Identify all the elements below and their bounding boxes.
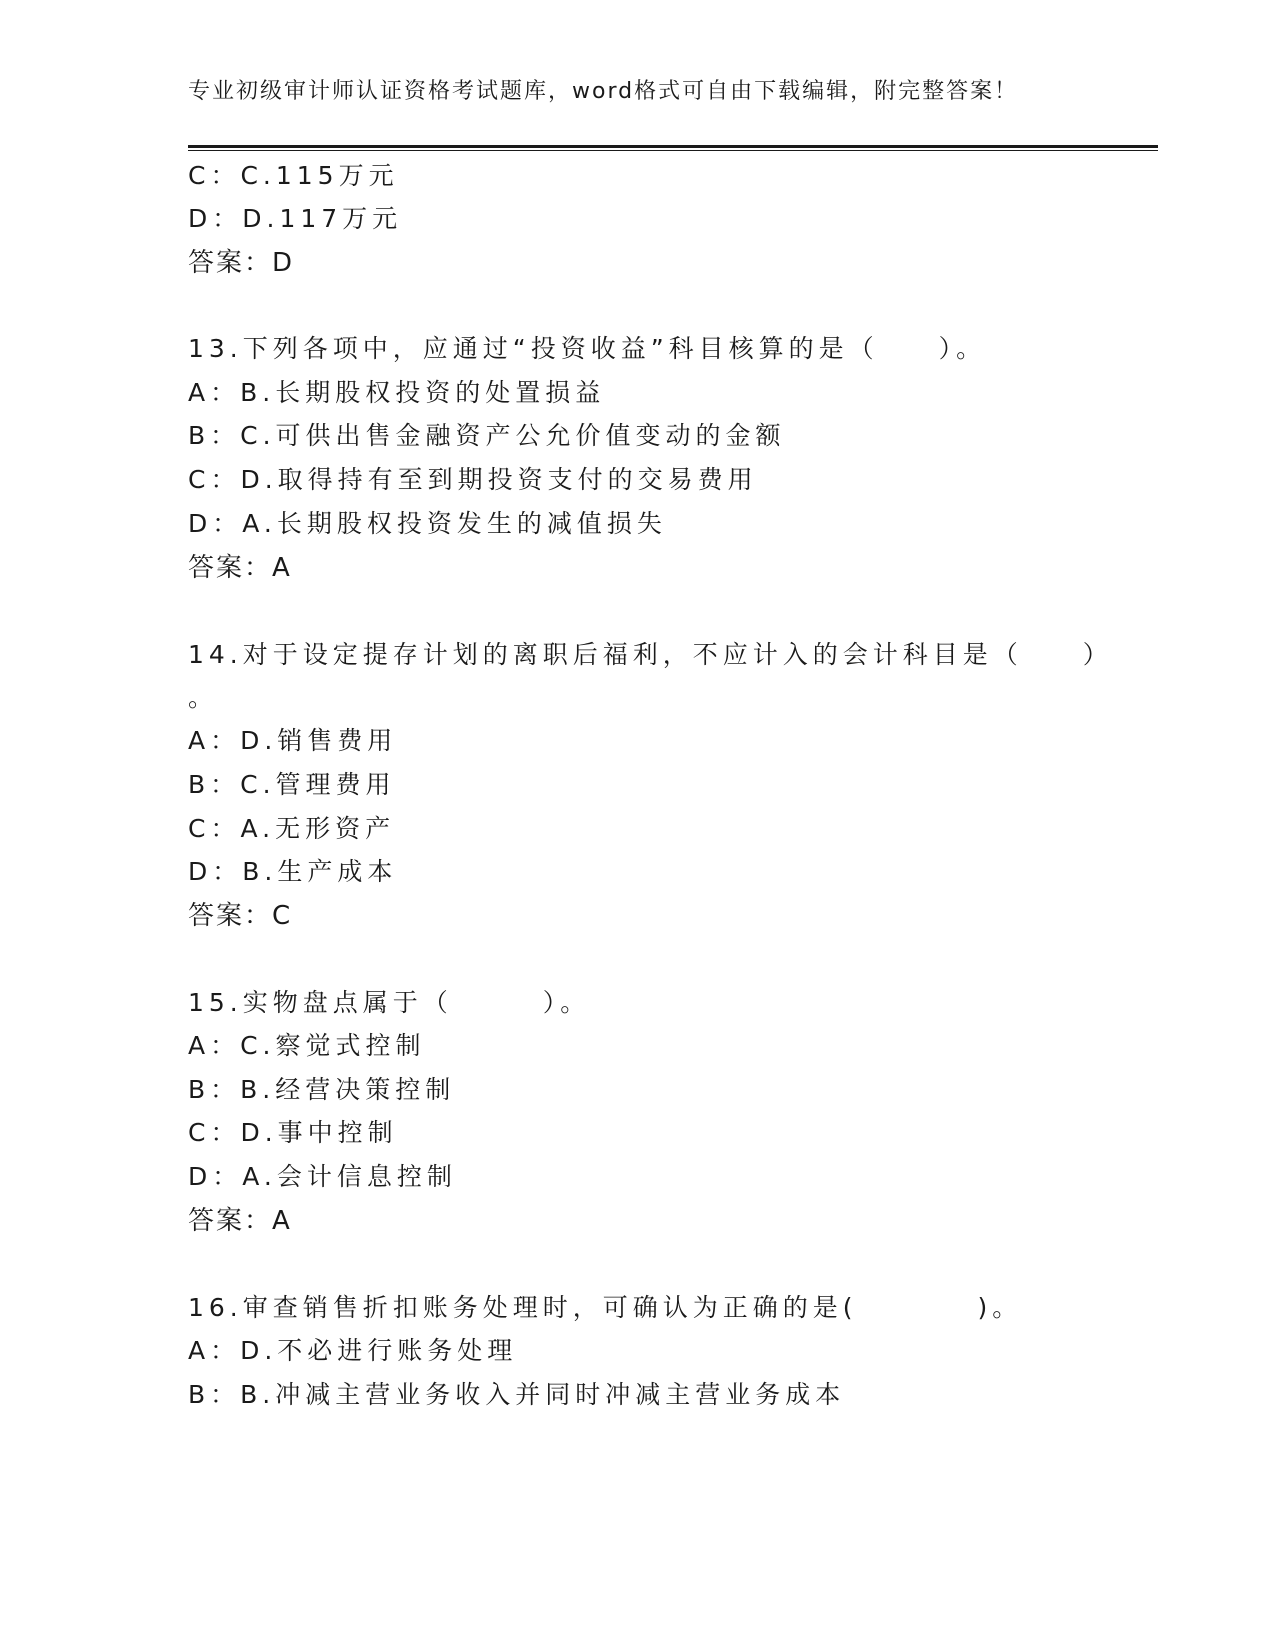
- question-stem: 16.审查销售折扣账务处理时，可确认为正确的是( )。: [188, 1293, 1023, 1322]
- option-line: D：D.117万元: [188, 204, 403, 233]
- option-line: C：A.无形资产: [188, 814, 396, 843]
- option-line: A：C.察觉式控制: [188, 1031, 426, 1060]
- question-stem-continuation: 。: [188, 683, 219, 712]
- option-line: D：A.会计信息控制: [188, 1162, 457, 1191]
- option-line: C：D.取得持有至到期投资支付的交易费用: [188, 465, 758, 494]
- answer-line: 答案：C: [188, 901, 293, 931]
- question-stem: 14.对于设定提存计划的离职后福利，不应计入的会计科目是（ ）: [188, 640, 1113, 669]
- option-line: D：B.生产成本: [188, 857, 398, 886]
- answer-line: 答案：D: [188, 248, 295, 278]
- answer-line: 答案：A: [188, 1206, 292, 1236]
- option-line: A：B.长期股权投资的处置损益: [188, 378, 606, 407]
- page-header: 专业初级审计师认证资格考试题库，word格式可自由下载编辑，附完整答案！: [188, 79, 1019, 104]
- option-line: D：A.长期股权投资发生的减值损失: [188, 509, 667, 538]
- option-line: A：D.不必进行账务处理: [188, 1336, 518, 1365]
- header-rule-thick: [188, 145, 1158, 148]
- option-line: B：B.冲减主营业务收入并同时冲减主营业务成本: [188, 1380, 846, 1409]
- option-line: A：D.销售费用: [188, 726, 398, 755]
- option-line: C：C.115万元: [188, 161, 399, 190]
- question-stem: 13.下列各项中，应通过“投资收益”科目核算的是（ ）。: [188, 334, 987, 363]
- option-line: B：B.经营决策控制: [188, 1075, 456, 1104]
- header-rule-thin: [188, 150, 1158, 151]
- option-line: B：C.可供出售金融资产公允价值变动的金额: [188, 421, 786, 450]
- option-line: C：D.事中控制: [188, 1118, 398, 1147]
- option-line: B：C.管理费用: [188, 770, 396, 799]
- answer-line: 答案：A: [188, 553, 292, 583]
- question-stem: 15.实物盘点属于（ ）。: [188, 988, 591, 1017]
